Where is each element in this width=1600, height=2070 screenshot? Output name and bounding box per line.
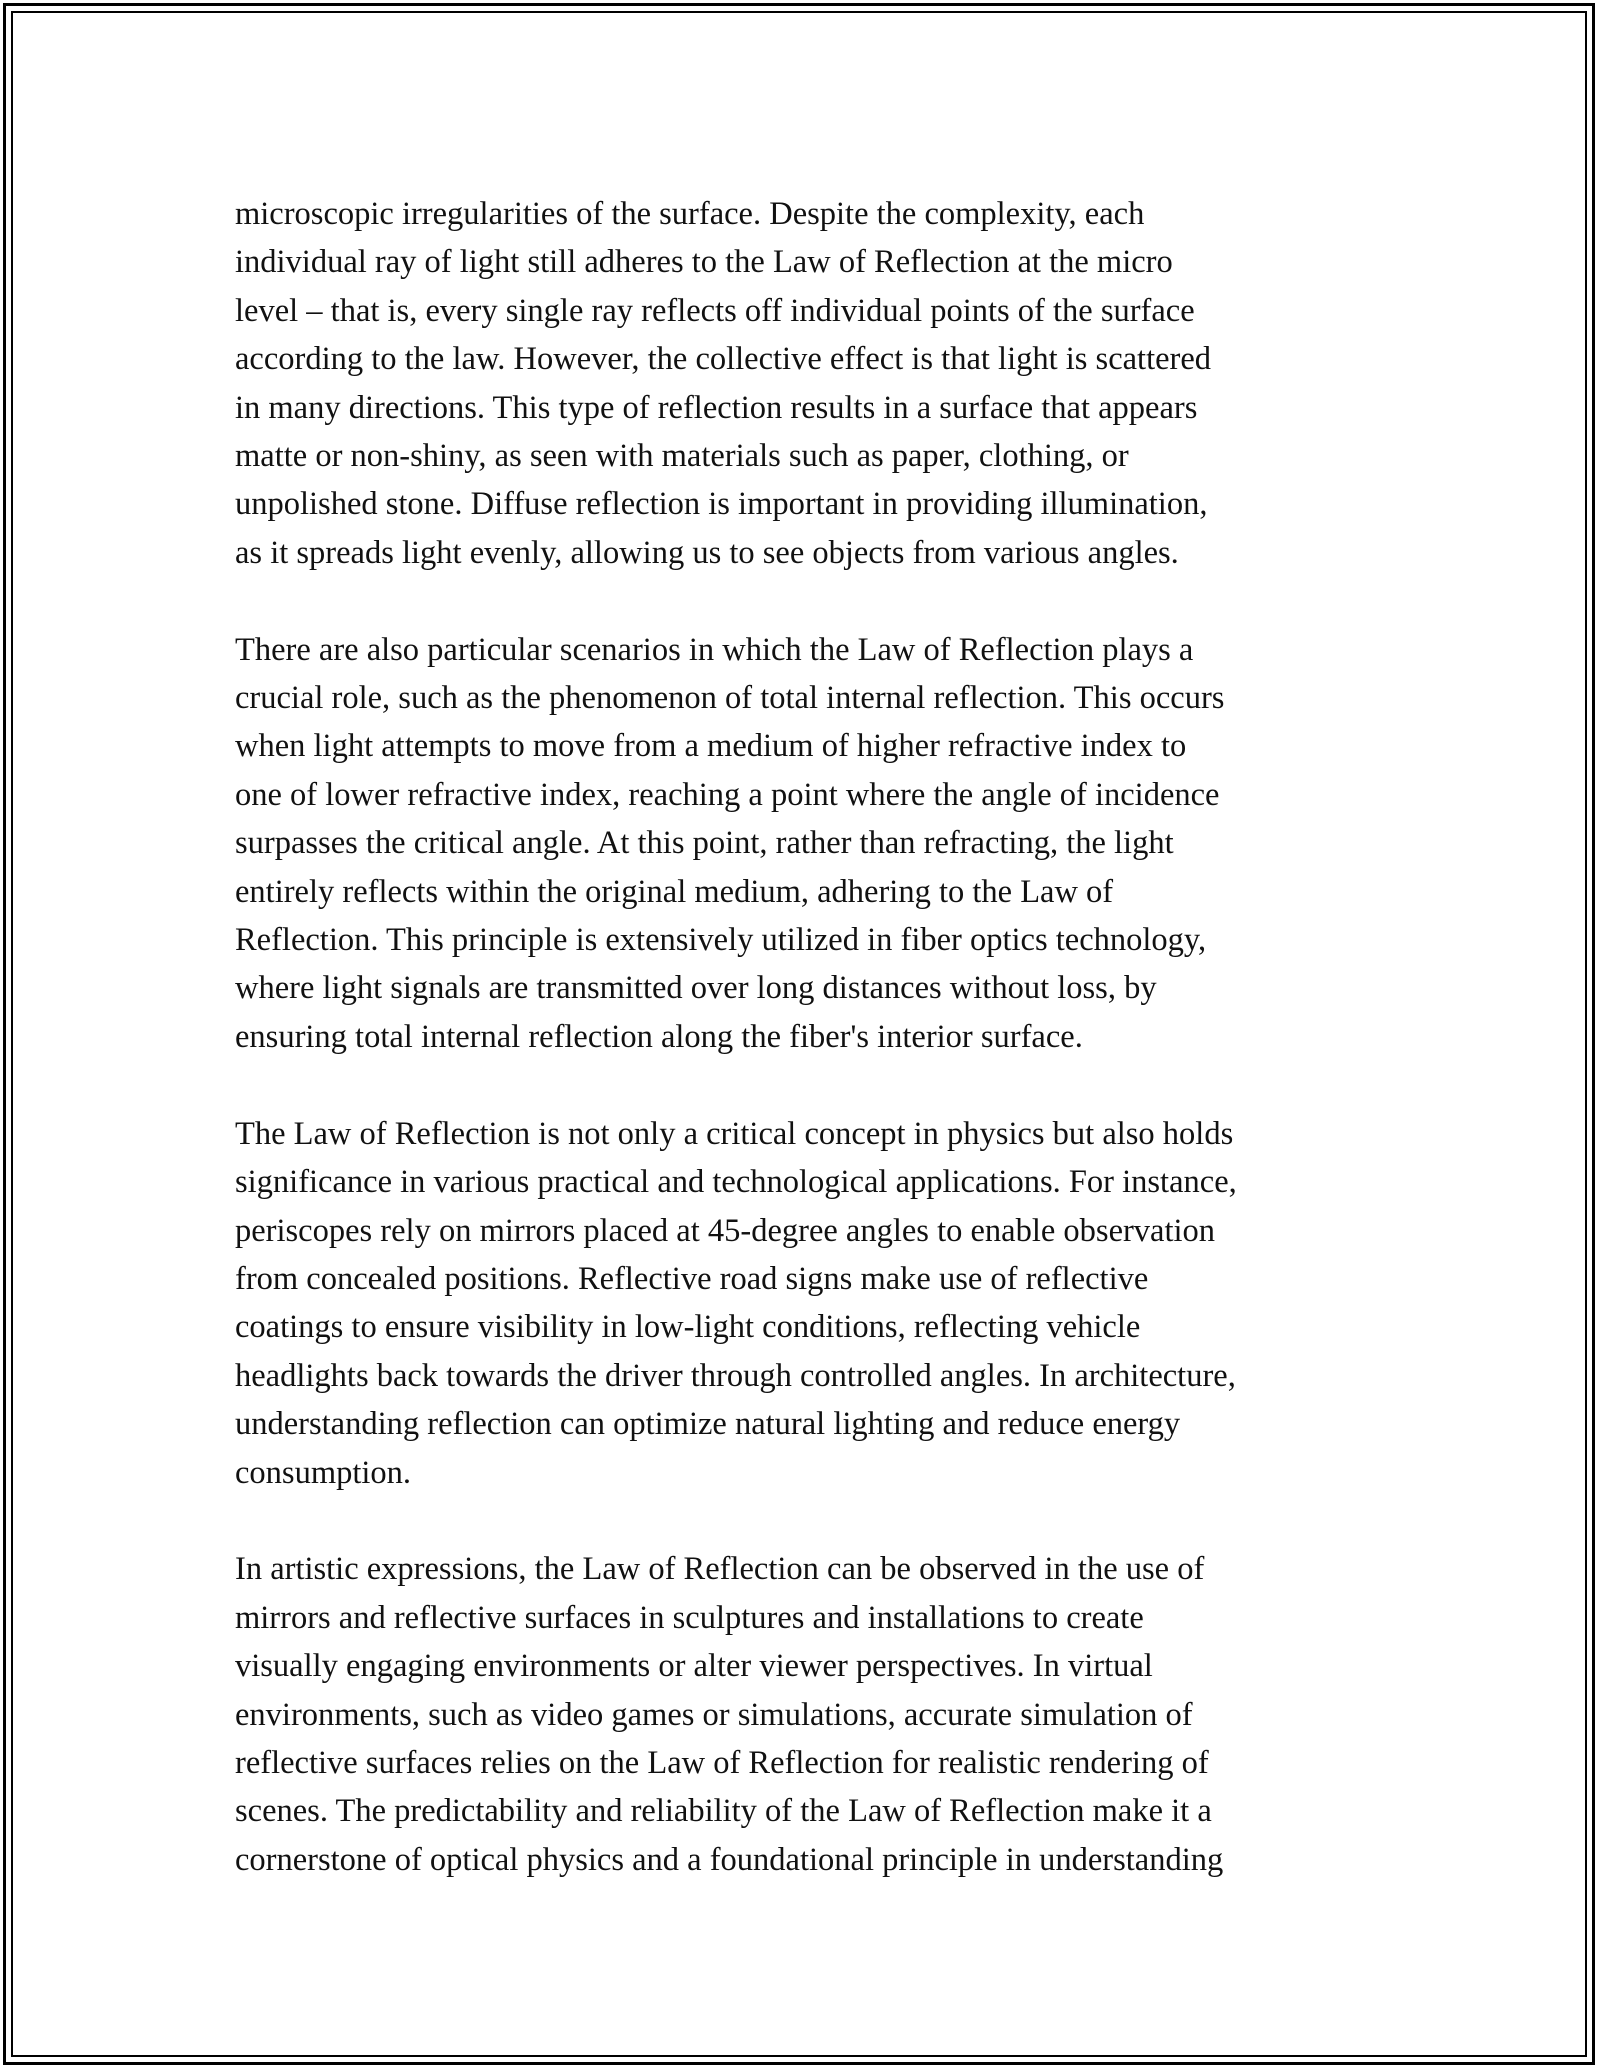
paragraph-practical-applications [235, 1110, 1375, 1497]
text-line: Reflection. This principle is extensively utilized in fiber optics technology, [235, 922, 1207, 959]
document-body [235, 190, 1375, 1933]
text-line: unpolished stone. Diffuse reflection is important in providing illumination, [235, 486, 1208, 523]
text-line: consumption. [235, 1454, 412, 1491]
text-line: mirrors and reflective surfaces in sculptures and installations to create [235, 1599, 1144, 1636]
text-line: microscopic irregularities of the surface. Despite the complexity, each [235, 196, 1145, 232]
text-line: There are also particular scenarios in which the Law of Reflection plays a [235, 631, 1194, 668]
text-line: scenes. The predictability and reliability of the Law of Reflection make it a [235, 1793, 1212, 1830]
text-line: ensuring total internal reflection along the fiber's interior surface. [235, 1018, 1083, 1055]
text-line: periscopes rely on mirrors placed at 45-degree angles to enable observation [235, 1212, 1216, 1249]
text-line: entirely reflects within the original medium, adhering to the Law of [235, 873, 1114, 910]
text-line: headlights back towards the driver through controlled angles. In architecture, [235, 1357, 1236, 1394]
paragraph-artistic-expressions [235, 1545, 1375, 1884]
text-line: where light signals are transmitted over long distances without loss, by [235, 970, 1157, 1007]
text-line: according to the law. However, the collective effect is that light is scattered [235, 341, 1212, 378]
text-line: significance in various practical and technological applications. For instance, [235, 1164, 1237, 1201]
text-line: as it spreads light evenly, allowing us to see objects from various angles. [235, 534, 1179, 571]
text-line: environments, such as video games or simulations, accurate simulation of [235, 1696, 1193, 1733]
text-line: understanding reflection can optimize natural lighting and reduce energy [235, 1406, 1181, 1443]
text-line: coatings to ensure visibility in low-light conditions, reflecting vehicle [235, 1309, 1141, 1346]
text-line: crucial role, such as the phenomenon of total internal reflection. This occurs [235, 680, 1225, 717]
text-line: level – that is, every single ray reflects off individual points of the surface [235, 292, 1195, 329]
paragraph-total-internal-reflection [235, 626, 1375, 1062]
text-line: matte or non-shiny, as seen with materials such as paper, clothing, or [235, 438, 1129, 475]
text-line: in many directions. This type of reflection results in a surface that appears [235, 389, 1198, 426]
text-line: from concealed positions. Reflective road signs make use of reflective [235, 1260, 1149, 1297]
text-line: visually engaging environments or alter viewer perspectives. In virtual [235, 1648, 1153, 1685]
text-line: one of lower refractive index, reaching a point where the angle of incidence [235, 776, 1220, 813]
text-line: when light attempts to move from a medium of higher refractive index to [235, 728, 1187, 765]
text-line: surpasses the critical angle. At this point, rather than refracting, the light [235, 825, 1174, 862]
text-line: cornerstone of optical physics and a foundational principle in understanding [235, 1841, 1224, 1878]
text-line: The Law of Reflection is not only a critical concept in physics but also holds [235, 1115, 1234, 1152]
text-line: In artistic expressions, the Law of Reflection can be observed in the use of [235, 1551, 1205, 1588]
text-line: reflective surfaces relies on the Law of Reflection for realistic rendering of [235, 1744, 1209, 1781]
text-line: individual ray of light still adheres to the Law of Reflection at the micro [235, 244, 1173, 281]
paragraph-diffuse-reflection [235, 190, 1375, 577]
